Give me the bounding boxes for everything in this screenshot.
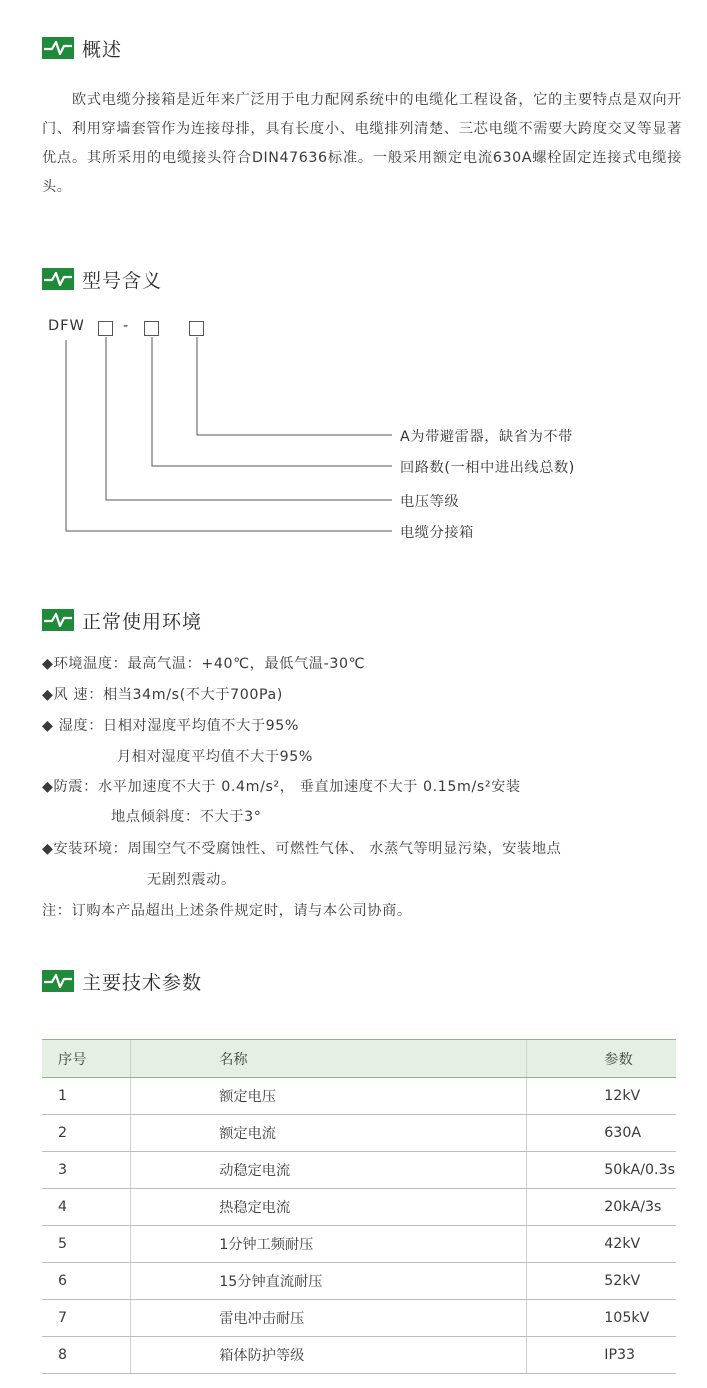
env-line-humidity-month: 月相对湿度平均值不大于95% — [117, 749, 313, 765]
green-waveform-logo-icon — [42, 609, 74, 631]
table-cell-index: 7 — [42, 1300, 131, 1337]
model-legend-item: 电缆分接箱 — [400, 525, 474, 541]
model-separator: - — [123, 318, 129, 334]
table-row — [42, 1300, 676, 1337]
section-title: 概述 — [82, 38, 123, 61]
table-row — [42, 1078, 676, 1115]
env-line-vibration: 无剧烈震动。 — [147, 872, 236, 888]
table-cell-value: 12kV — [527, 1078, 676, 1115]
model-legend-item: A为带避雷器，缺省为不带 — [400, 429, 573, 445]
table-cell-name: 雷电冲击耐压 — [131, 1300, 527, 1337]
table-row — [42, 1152, 676, 1189]
section-header-params — [42, 966, 202, 996]
table-cell-value: 20kA/3s — [527, 1189, 676, 1226]
table-header-name: 名称 — [131, 1040, 527, 1078]
table-cell-value: 630A — [527, 1115, 676, 1152]
env-line-humidity: ◆ 湿度：日相对湿度平均值不大于95% — [42, 718, 299, 734]
table-cell-value: 105kV — [527, 1300, 676, 1337]
table-cell-value: 50kA/0.3s — [527, 1152, 676, 1189]
table-cell-name: 箱体防护等级 — [131, 1337, 527, 1374]
table-cell-index: 6 — [42, 1263, 131, 1300]
env-line-installation: ◆安装环境：周围空气不受腐蚀性、可燃性气体、 水蒸气等明显污染，安装地点 — [42, 841, 562, 857]
table-cell-index: 4 — [42, 1189, 131, 1226]
table-cell-index: 2 — [42, 1115, 131, 1152]
table-row — [42, 1115, 676, 1152]
section-title: 型号含义 — [82, 269, 163, 292]
section-header-environment — [42, 605, 202, 635]
table-cell-index: 5 — [42, 1226, 131, 1263]
overview-paragraph: 欧式电缆分接箱是近年来广泛用于电力配网系统中的电缆化工程设备，它的主要特点是双向开门、利用穿墙套管作为连接母排，具有长度小、电缆排列清楚、三芯电缆不需要大跨度交叉等显著优点。其所采用的电缆接头符合DIN47636标准。一般采用额定电流630A螺栓固定连接式电缆接头。 — [42, 92, 682, 195]
table-cell-index: 3 — [42, 1152, 131, 1189]
table-cell-name: 动稳定电流 — [131, 1152, 527, 1189]
env-line-temperature: ◆环境温度：最高气温：+40℃，最低气温-30℃ — [42, 656, 366, 672]
table-cell-index: 8 — [42, 1337, 131, 1374]
green-waveform-logo-icon — [42, 970, 74, 992]
table-row — [42, 1263, 676, 1300]
model-legend-item: 电压等级 — [400, 494, 460, 510]
table-cell-index: 1 — [42, 1078, 131, 1115]
section-title: 主要技术参数 — [82, 971, 203, 994]
table-cell-value: IP33 — [527, 1337, 676, 1374]
table-cell-name: 15分钟直流耐压 — [131, 1263, 527, 1300]
table-cell-name: 热稳定电流 — [131, 1189, 527, 1226]
model-connector-lines — [0, 0, 707, 560]
section-title: 正常使用环境 — [82, 610, 203, 633]
table-header-row — [42, 1040, 676, 1078]
table-cell-name: 额定电压 — [131, 1078, 527, 1115]
env-line-seismic: ◆防震：水平加速度不大于 0.4m/s²， 垂直加速度不大于 0.15m/s²安装 — [42, 779, 521, 795]
table-row — [42, 1226, 676, 1263]
table-header-value: 参数 — [527, 1040, 676, 1078]
table-cell-value: 52kV — [527, 1263, 676, 1300]
env-note: 注：订购本产品超出上述条件规定时，请与本公司协商。 — [42, 903, 412, 919]
table-header-index: 序号 — [42, 1040, 131, 1078]
table-cell-name: 额定电流 — [131, 1115, 527, 1152]
env-line-wind: ◆风 速：相当34m/s(不大于700Pa) — [42, 687, 283, 703]
env-line-inclination: 地点倾斜度：不大于3° — [111, 809, 262, 825]
table-cell-value: 42kV — [527, 1226, 676, 1263]
table-row — [42, 1337, 676, 1374]
params-table — [42, 1039, 676, 1374]
table-row — [42, 1189, 676, 1226]
model-legend-item: 回路数(一相中进出线总数) — [400, 460, 575, 476]
table-cell-name: 1分钟工频耐压 — [131, 1226, 527, 1263]
model-prefix: DFW — [48, 318, 85, 334]
